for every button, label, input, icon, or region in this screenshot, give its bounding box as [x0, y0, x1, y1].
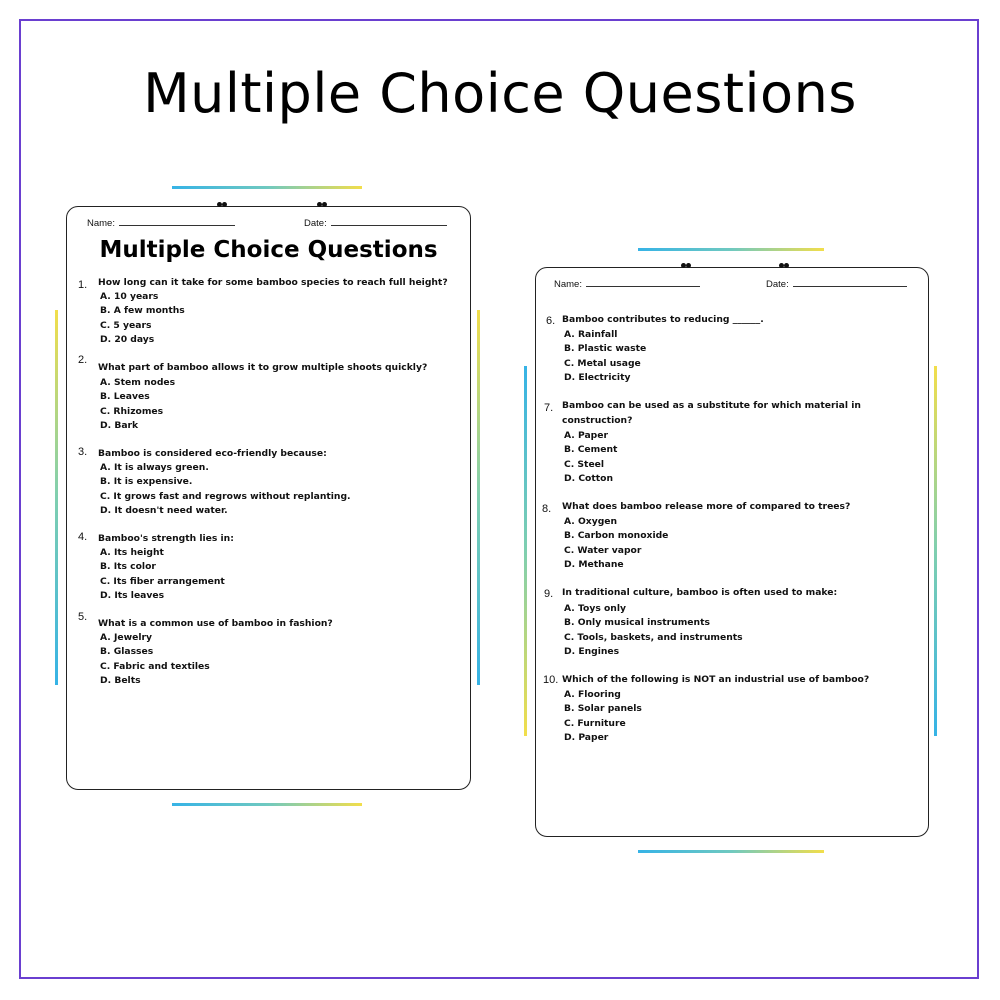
option[interactable]: A. Flooring — [564, 689, 621, 700]
accent-line — [638, 248, 824, 251]
question-number: 2. — [78, 354, 88, 366]
option-list — [564, 429, 617, 486]
accent-line — [172, 803, 362, 806]
name-field[interactable] — [87, 217, 235, 229]
question-number: 3. — [78, 446, 88, 458]
question-text: Bamboo contributes to reducing ______. — [562, 314, 764, 325]
option[interactable]: A. Paper — [564, 430, 608, 441]
accent-line — [55, 310, 58, 685]
date-label: Date: — [766, 279, 789, 290]
binder-clip — [779, 263, 789, 269]
date-label: Date: — [304, 218, 327, 229]
question-text: What does bamboo release more of compared to trees? — [562, 501, 851, 512]
accent-line — [524, 366, 527, 736]
option[interactable]: A. Its height — [100, 547, 164, 558]
option[interactable]: A. It is always green. — [100, 462, 209, 473]
accent-line — [477, 310, 480, 685]
option[interactable]: B. A few months — [100, 305, 185, 317]
binder-clip — [317, 202, 327, 208]
accent-line — [172, 186, 362, 189]
option-list — [564, 602, 743, 659]
question-number: 10. — [543, 674, 559, 686]
option[interactable]: B. Only musical instruments — [564, 617, 710, 629]
option-list — [100, 376, 175, 433]
question-text: In traditional culture, bamboo is often used to make: — [562, 587, 838, 598]
question-text: Bamboo is considered eco-friendly because: — [98, 448, 327, 459]
option[interactable]: B. Carbon monoxide — [564, 530, 669, 542]
option[interactable]: D. Electricity — [564, 371, 631, 383]
option[interactable]: C. Its fiber arrangement — [100, 575, 225, 587]
question-number: 4. — [78, 531, 88, 543]
option[interactable]: C. It grows fast and regrows without replanting. — [100, 490, 351, 502]
option[interactable]: C. Tools, baskets, and instruments — [564, 631, 743, 643]
option[interactable]: D. Paper — [564, 731, 609, 743]
option-list — [564, 328, 646, 385]
option[interactable]: B. Cement — [564, 444, 618, 456]
accent-line — [934, 366, 937, 736]
name-label: Name: — [87, 218, 115, 229]
option-list — [100, 546, 225, 603]
option[interactable]: D. Belts — [100, 674, 141, 686]
question-text: Which of the following is NOT an industrial use of bamboo? — [562, 674, 870, 685]
option[interactable]: D. Its leaves — [100, 589, 165, 601]
binder-clip — [217, 202, 227, 208]
name-label: Name: — [554, 279, 582, 290]
option[interactable]: B. Leaves — [100, 391, 150, 403]
option[interactable]: C. Steel — [564, 458, 605, 470]
option-list — [100, 631, 210, 688]
option[interactable]: A. Rainfall — [564, 329, 618, 340]
accent-line — [638, 850, 824, 853]
option[interactable]: A. Oxygen — [564, 516, 618, 527]
option[interactable]: A. Jewelry — [100, 632, 153, 643]
option[interactable]: D. Bark — [100, 419, 139, 431]
worksheet-page-1 — [66, 206, 471, 790]
question-text: What part of bamboo allows it to grow multiple shoots quickly? — [98, 362, 428, 373]
question-text: Bamboo can be used as a substitute for which material in construction? — [562, 400, 861, 426]
option[interactable]: D. Methane — [564, 558, 624, 570]
option[interactable]: C. Water vapor — [564, 544, 642, 556]
option[interactable]: A. Stem nodes — [100, 377, 176, 388]
date-field[interactable] — [304, 217, 447, 229]
question-number: 6. — [546, 315, 556, 327]
option[interactable]: C. Metal usage — [564, 357, 641, 369]
option[interactable]: B. Its color — [100, 561, 156, 573]
option[interactable]: B. Solar panels — [564, 703, 642, 715]
option-list — [100, 461, 351, 518]
option[interactable]: A. Toys only — [564, 603, 626, 614]
question-number: 5. — [78, 611, 88, 623]
option-list — [564, 688, 642, 745]
binder-clip — [681, 263, 691, 269]
question-number: 8. — [542, 503, 552, 515]
question-number: 1. — [78, 279, 88, 291]
option[interactable]: B. Glasses — [100, 646, 154, 658]
option[interactable]: C. 5 years — [100, 319, 152, 331]
option[interactable]: B. Plastic waste — [564, 343, 647, 355]
option[interactable]: C. Rhizomes — [100, 405, 164, 417]
option[interactable]: C. Furniture — [564, 717, 626, 729]
option-list — [564, 515, 668, 572]
option[interactable]: D. Cotton — [564, 472, 614, 484]
name-field[interactable] — [554, 278, 700, 290]
option[interactable]: D. 20 days — [100, 333, 155, 345]
option[interactable]: A. 10 years — [100, 291, 159, 302]
question-text: Bamboo's strength lies in: — [98, 533, 234, 544]
worksheet-title: Multiple Choice Questions — [99, 237, 438, 263]
option[interactable]: D. It doesn't need water. — [100, 504, 228, 516]
date-field[interactable] — [766, 278, 907, 290]
main-title: Multiple Choice Questions — [143, 62, 857, 125]
question-number: 9. — [544, 588, 554, 600]
option-list — [100, 290, 185, 347]
question-text: What is a common use of bamboo in fashion? — [98, 618, 333, 629]
option[interactable]: B. It is expensive. — [100, 476, 193, 488]
question-text: How long can it take for some bamboo species to reach full height? — [98, 277, 448, 288]
option[interactable]: D. Engines — [564, 645, 620, 657]
worksheet-page-2 — [535, 267, 929, 837]
option[interactable]: C. Fabric and textiles — [100, 660, 210, 672]
question-number: 7. — [544, 402, 554, 414]
